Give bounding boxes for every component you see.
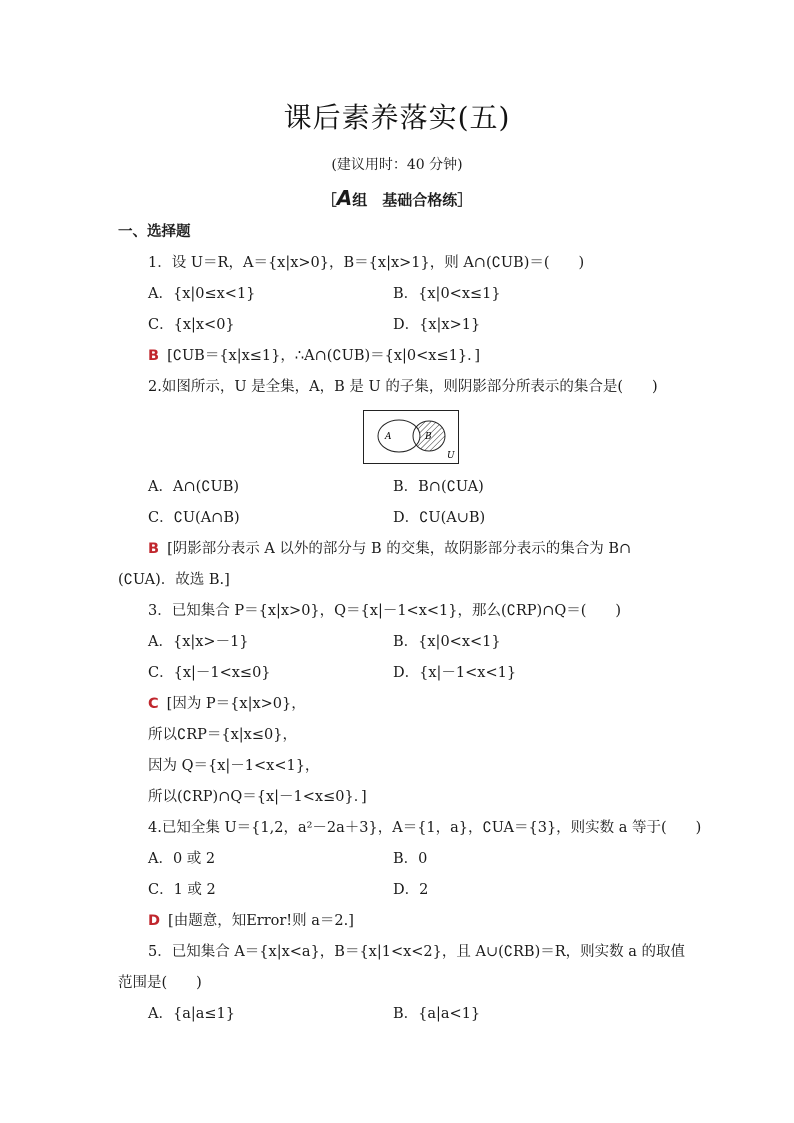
answer-3-line-3: 因为 Q＝{x|－1<x<1}， — [148, 758, 320, 774]
q3-option-b: B．{x|0<x<1} — [393, 634, 501, 650]
question-5-continued: 范围是( ) — [118, 975, 202, 991]
q3-option-a: A．{x|x>－1} — [148, 634, 249, 650]
question-4: 4.已知全集 U＝{1,2，a²－2a＋3}，A＝{1，a}，∁UA＝{3}，则实数 a 等于( ) — [148, 820, 702, 836]
section-heading: 一、选择题 — [118, 224, 191, 240]
venn-label-b: B — [425, 432, 432, 442]
answer-key: B — [148, 348, 160, 364]
answer-3: C [因为 P＝{x|x>0}， — [148, 696, 306, 712]
question-3: 3．已知集合 P＝{x|x>0}，Q＝{x|－1<x<1}，那么(∁RP)∩Q＝( ) — [148, 603, 622, 619]
answer-key: D — [148, 913, 161, 929]
answer-3-line-2: 所以∁RP＝{x|x≤0}， — [148, 727, 297, 743]
answer-key: B — [148, 541, 160, 557]
question-2: 2.如图所示，U 是全集，A，B 是 U 的子集，则阴影部分所表示的集合是( ) — [148, 379, 658, 395]
answer-3-line-4: 所以(∁RP)∩Q＝{x|－1<x≤0}．] — [148, 789, 367, 805]
question-5: 5．已知集合 A＝{x|x<a}，B＝{x|1<x<2}，且 A∪(∁RB)＝R，则实数 a 的取值 — [148, 944, 686, 960]
q1-option-d: D．{x|x>1} — [393, 317, 481, 333]
q2-option-b: B．B∩(∁UA) — [393, 479, 484, 495]
suggested-time: (建议用时：40 分钟) — [331, 157, 463, 173]
q4-option-a: A．0 或 2 — [148, 851, 216, 867]
page-title: 课后素养落实(五) — [283, 101, 511, 134]
q1-option-c: C．{x|x<0} — [148, 317, 235, 333]
q3-option-c: C．{x|－1<x≤0} — [148, 665, 271, 681]
q4-option-c: C．1 或 2 — [148, 882, 216, 898]
venn-diagram — [363, 410, 459, 464]
q4-option-b: B．0 — [393, 851, 428, 867]
answer-1: B [∁UB＝{x|x≤1}，∴A∩(∁UB)＝{x|0<x≤1}．] — [148, 348, 480, 364]
answer-key: C — [148, 696, 159, 712]
q3-option-d: D．{x|－1<x<1} — [393, 665, 517, 681]
answer-4: D [由题意，知Error!则 a＝2.] — [148, 913, 354, 929]
q4-option-d: D．2 — [393, 882, 429, 898]
venn-label-a: A — [385, 432, 392, 442]
question-1: 1．设 U＝R，A＝{x|x>0}，B＝{x|x>1}，则 A∩(∁UB)＝( ) — [148, 255, 585, 271]
answer-2-continued: (∁UA)．故选 B.] — [118, 572, 230, 588]
q2-option-c: C．∁U(A∩B) — [148, 510, 240, 526]
q5-option-b: B．{a|a<1} — [393, 1006, 481, 1022]
q2-option-d: D．∁U(A∪B) — [393, 510, 486, 526]
q1-option-a: A．{x|0≤x<1} — [148, 286, 256, 302]
answer-2: B [阴影部分表示 A 以外的部分与 B 的交集，故阴影部分表示的集合为 B∩ — [148, 541, 632, 557]
q1-option-b: B．{x|0<x≤1} — [393, 286, 501, 302]
group-heading: ［A组 基础合格练］ — [321, 186, 473, 210]
q2-option-a: A．A∩(∁UB) — [148, 479, 240, 495]
venn-label-u: U — [447, 451, 455, 461]
q5-option-a: A．{a|a≤1} — [148, 1006, 235, 1022]
